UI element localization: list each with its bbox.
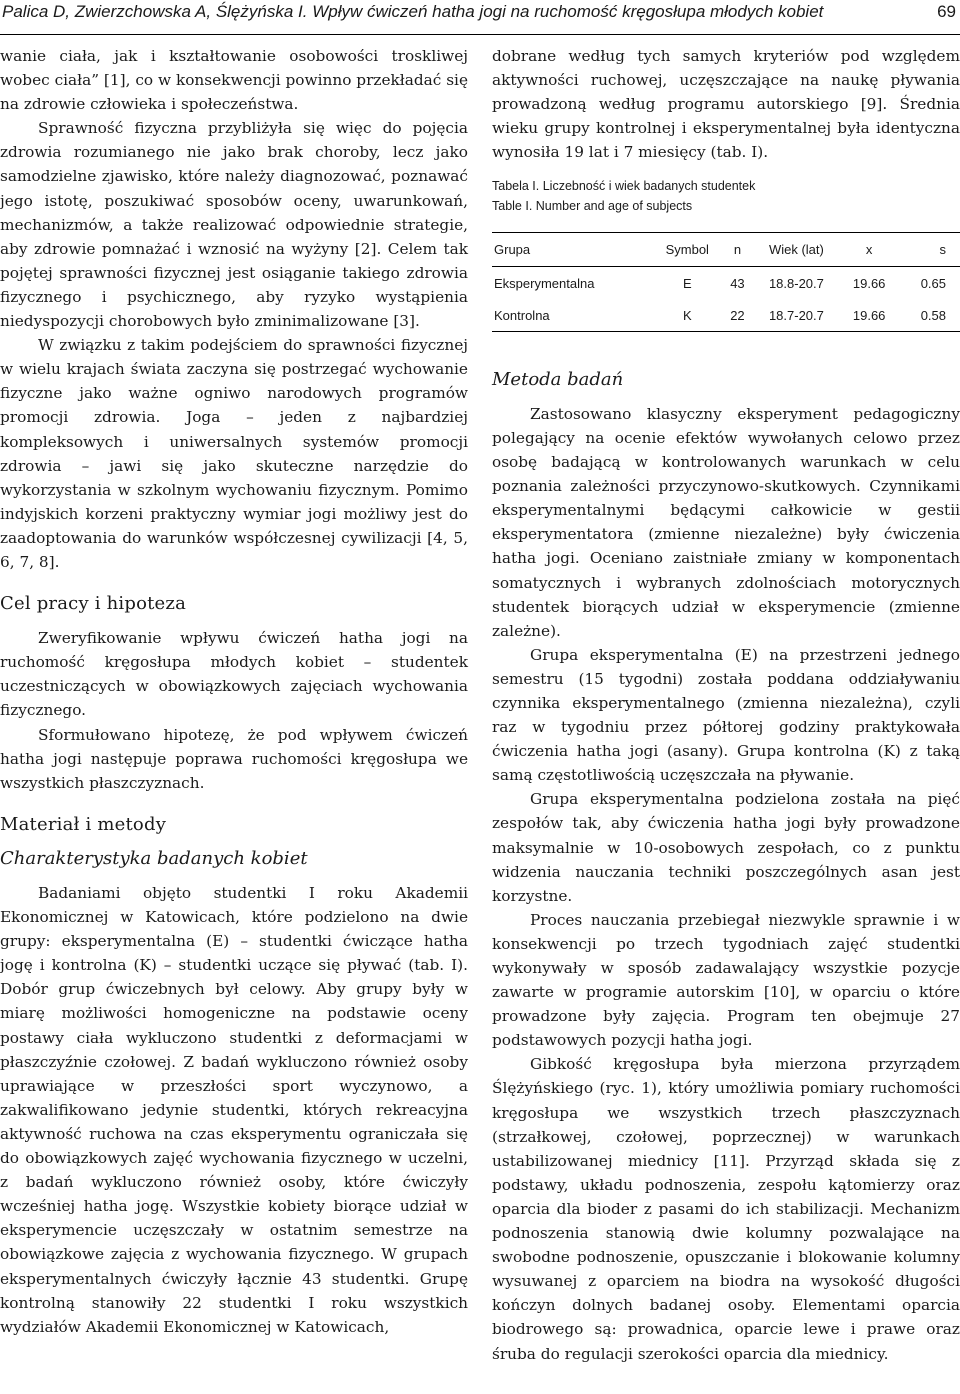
- table-caption-pl: Tabela I. Liczebność i wiek badanych studentek: [492, 179, 756, 194]
- table-header-cell: Symbol: [665, 242, 709, 258]
- section-heading-cel: Cel pracy i hipoteza: [0, 593, 187, 615]
- paragraph: Gibkość kręgosłupa była mierzona przyrządem Ślężyńskiego (ryc. 1), który umożliwia pomiary ruchomości kręgosłupa we wszystkich trzech płaszczyznach (strzałkowej, czołowej, poprzecznej) w warunkach ustabilizowanej miednicy [11]. Przyrząd składa się z podstawy, układu podnoszenia, zespołu kątomierzy oraz oparcia dla bioder z pasami do ich stabilizacji. Mechanizm podnoszenia stanowią dwie kolumny pozwalające na swobodne podnoszenie, opuszczanie i blokowanie kolumny wysuwanej z oparciem na biodra na wysokość długości kończyn dolnych badanej osoby. Elementami oparcia biodrowego są: prowadnica, oparcie lewe i prawe oraz śruba do regulacji szerokości oparcia dla miednicy.: [492, 1055, 960, 1363]
- paragraph: W związku z takim podejściem do sprawności fizycznej w wielu krajach świata zaczyna się postrzegać wychowanie fizyczne jako ważne ogniwo narodowych programów promocji zdrowia. Joga – jeden z najbardziej kompleksowych i uniwersalnych systemów promocji zdrowia – jawi się jako skuteczne narzędzie do wykorzystania w szkolnym wychowaniu fizycznym. Pomimo indyjskich korzeni praktyczny wymiar jogi możliwy jest do zaadoptowania do warunków współczesnej cywilizacji [4, 5, 6, 7, 8].: [0, 336, 468, 571]
- left-column: [0, 44, 468, 1339]
- section-heading-material: Materiał i metody: [0, 813, 167, 835]
- table-cell: 18.8-20.7: [768, 275, 824, 291]
- table-header-cell: n: [733, 242, 742, 258]
- paragraph: Grupa eksperymentalna podzielona została na pięć zespołów tak, aby ćwiczenia hatha jogi były prowadzone maksymalnie w 10-osobowych zespołach, co z punktu widzenia nauczania techniki poszczególnych asan jest korzystne.: [492, 790, 960, 905]
- table-header-cell: Grupa: [494, 242, 531, 258]
- paragraph: dobrane według tych samych kryteriów pod względem aktywności ruchowej, uczęszczające na naukę pływania prowadzoną według programu autorskiego [9]. Średnia wieku grupy kontrolnej i eksperymentalnej była identyczna wynosiła 19 lat i 7 miesięcy (tab. I).: [492, 47, 960, 162]
- table-header-row: [492, 233, 960, 266]
- running-head: [0, 0, 960, 35]
- table-cell: 0.58: [920, 307, 946, 323]
- table-cell: K: [682, 307, 692, 323]
- subsection-heading-charakterystyka: Charakterystyka badanych kobiet: [0, 847, 308, 869]
- table-cell: 43: [730, 275, 745, 291]
- paragraph: Sformułowano hipotezę, że pod wpływem ćwiczeń hatha jogi następuje poprawa ruchomości kręgosłupa we wszystkich płaszczyznach.: [0, 725, 468, 792]
- table-cell: Eksperymentalna: [494, 275, 595, 291]
- table-cell: 19.66: [852, 275, 886, 291]
- paragraph: Zastosowano klasyczny eksperyment pedagogiczny polegający na ocenie efektów wywołanych celowo przez osobę badającą w kontrolowanych warunkach w celu poznania zależności przyczynowo-skutkowych. Czynnikami eksperymentalnymi będącymi całkowicie w gestii eksperymentatora (zmienne niezależne) były ćwiczenia hatha jogi. Oceniano zaistniałe zmiany w komponentach somatycznych i wybranych zdolnościach motorycznych studentek biorących udział w eksperymencie (zmienne zależne).: [492, 404, 960, 640]
- running-head-authors-title: Palica D, Zwierzchowska A, Ślężyńska I. Wpływ ćwiczeń hatha jogi na ruchomość kręgosłupa młodych kobiet: [2, 2, 824, 21]
- paragraph: Zweryfikowanie wpływu ćwiczeń hatha jogi na ruchomość kręgosłupa młodych kobiet – studentek uczestniczących w obowiązkowych zajęciach wychowania fizycznego.: [0, 629, 468, 720]
- table-caption: [492, 176, 960, 216]
- table-cell: 18.7-20.7: [768, 307, 824, 323]
- page-number: 69: [937, 2, 956, 21]
- table-row: [492, 266, 960, 299]
- paragraph: Badaniami objęto studentki I roku Akademii Ekonomicznej w Katowicach, które podzielono na dwie grupy: eksperymentalna (E) – studentki ćwiczące hatha jogę i kontrolna (K) – studentki uczące się pływać (tab. I). Dobór grup ćwiczebnych był celowy. Aby grupy były w miarę możliwości homogeniczne na podstawie oceny postawy ciała wykluczono studentki z deformacjami w płaszczyźnie czołowej. Z badań wykluczono również osoby uprawiające w przeszłości sport wyczynowo, a zakwalifikowano jedynie studentki, których rekreacyjna aktywność ruchowa na czas eksperymentu ograniczała się do obowiązkowych zajęć wychowania fizycznego w uczelni, z badań wykluczono również osoby, które ćwiczyły wcześniej hatha jogę. Wszystkie kobiety biorące udział w eksperymencie uczęszczały w ostatnim semestrze na obowiązkowe zajęcia z wychowania fizycznego. W grupach eksperymentalnych ćwiczyły łącznie 43 studentki. Grupę kontrolną stanowiły 22 studentki I roku wszystkich wydziałów Akademii Ekonomicznej w Katowicach,: [0, 884, 468, 1336]
- table-cell: 22: [730, 307, 745, 323]
- table-cell: 19.66: [852, 307, 886, 323]
- table-row: [492, 299, 960, 332]
- table-header-cell: x: [865, 242, 873, 258]
- table-cell: Kontrolna: [494, 307, 550, 323]
- table-header-cell: Wiek (lat): [768, 242, 824, 258]
- table-caption-en: Table I. Number and age of subjects: [492, 199, 693, 214]
- paragraph: wanie ciała, jak i kształtowanie osobowości troskliwej wobec ciała” [1], co w konsekwencji powinno przekładać się na zdrowie człowieka i społeczeństwa.: [0, 47, 468, 114]
- right-column: [492, 44, 960, 1366]
- table-cell: E: [682, 275, 692, 291]
- paragraph: Proces nauczania przebiegał niezwykle sprawnie i w konsekwencji po trzech tygodniach zajęć studentki wykonywały w sposób zadawalający wszystkie pozycje zawarte w programie autorskim [10], w oparciu o które prowadzone były zajęcia. Program ten obejmuje 27 podstawowych pozycji hatha jogi.: [492, 910, 960, 1050]
- paragraph: Sprawność fizyczna przybliżyła się więc do pojęcia zdrowia rozumianego nie jako brak choroby, lecz jako samodzielne zjawisko, które należy diagnozować, poznawać jego istotę, poszukiwać sposobów oceny, uwarunkowań, mechanizmów, a także realizować odpowiednie strategie, aby zdrowie pomnażać i wznosić na wyżyny [2]. Celem tak pojętej sprawności fizycznej jest osiąganie takiego zdrowia fizycznego i psychicznego, aby ryzyko wystąpienia niedyspozycji chorobowych było zminimalizowane [3].: [0, 119, 468, 331]
- subjects-table: [492, 232, 960, 331]
- subsection-heading-metoda: Metoda badań: [492, 368, 624, 390]
- table-cell: 0.65: [920, 275, 946, 291]
- table-header-cell: s: [939, 242, 946, 258]
- paragraph: Grupa eksperymentalna (E) na przestrzeni jednego semestru (15 tygodni) została poddana oddziaływaniu czynnika eksperymentalnego (zmienna niezależna), czyli raz w tygodniu przez półtorej godziny praktykowała ćwiczenia hatha jogi (asany). Grupa kontrolna (K) z taką samą częstotliwością uczęszczała na pływanie.: [492, 645, 960, 785]
